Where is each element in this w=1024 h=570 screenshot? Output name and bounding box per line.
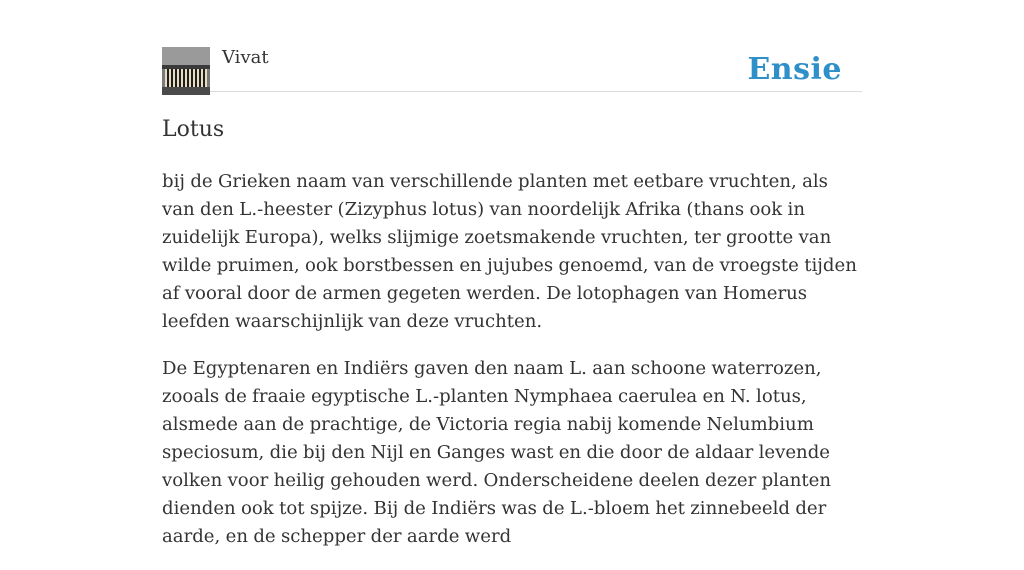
avatar-image bbox=[162, 47, 210, 95]
author-name[interactable]: Vivat bbox=[222, 47, 269, 68]
page-title: Lotus bbox=[162, 117, 225, 142]
page-container bbox=[162, 0, 862, 547]
article-body bbox=[162, 168, 862, 570]
author-avatar[interactable] bbox=[162, 47, 210, 95]
brand-logo[interactable]: Ensie bbox=[747, 52, 842, 87]
paragraph-2: De Egyptenaren en Indiërs gaven den naam L. aan schoone waterrozen, zooals de fraaie egyptische L.-planten Nymphaea caerulea en N. lotus, alsmede aan de prachtige, de Victoria regia nabij komende Nelumbium speciosum, die bij den Nijl en Ganges wast en die door de aldaar levende volken voor heilig gehouden werd. Onderscheidene deelen dezer planten dienden ook tot spijze. Bij de Indiërs was de L.-bloem het zinnebeeld der aarde, en de schepper der aarde werd bbox=[162, 358, 832, 547]
paragraph-1: bij de Grieken naam van verschillende planten met eetbare vruchten, als van den L.-heester (Zizyphus lotus) van noordelijk Afrika (thans ook in zuidelijk Europa), welks slijmige zoetsmakende vruchten, ter grootte van wilde pruimen, ook borstbessen en jujubes genoemd, van de vroegste tijden af vooral door de armen gegeten werden. De lotophagen van Homerus leefden waarschijnlijk van deze vruchten. bbox=[162, 171, 857, 332]
header bbox=[162, 0, 862, 92]
